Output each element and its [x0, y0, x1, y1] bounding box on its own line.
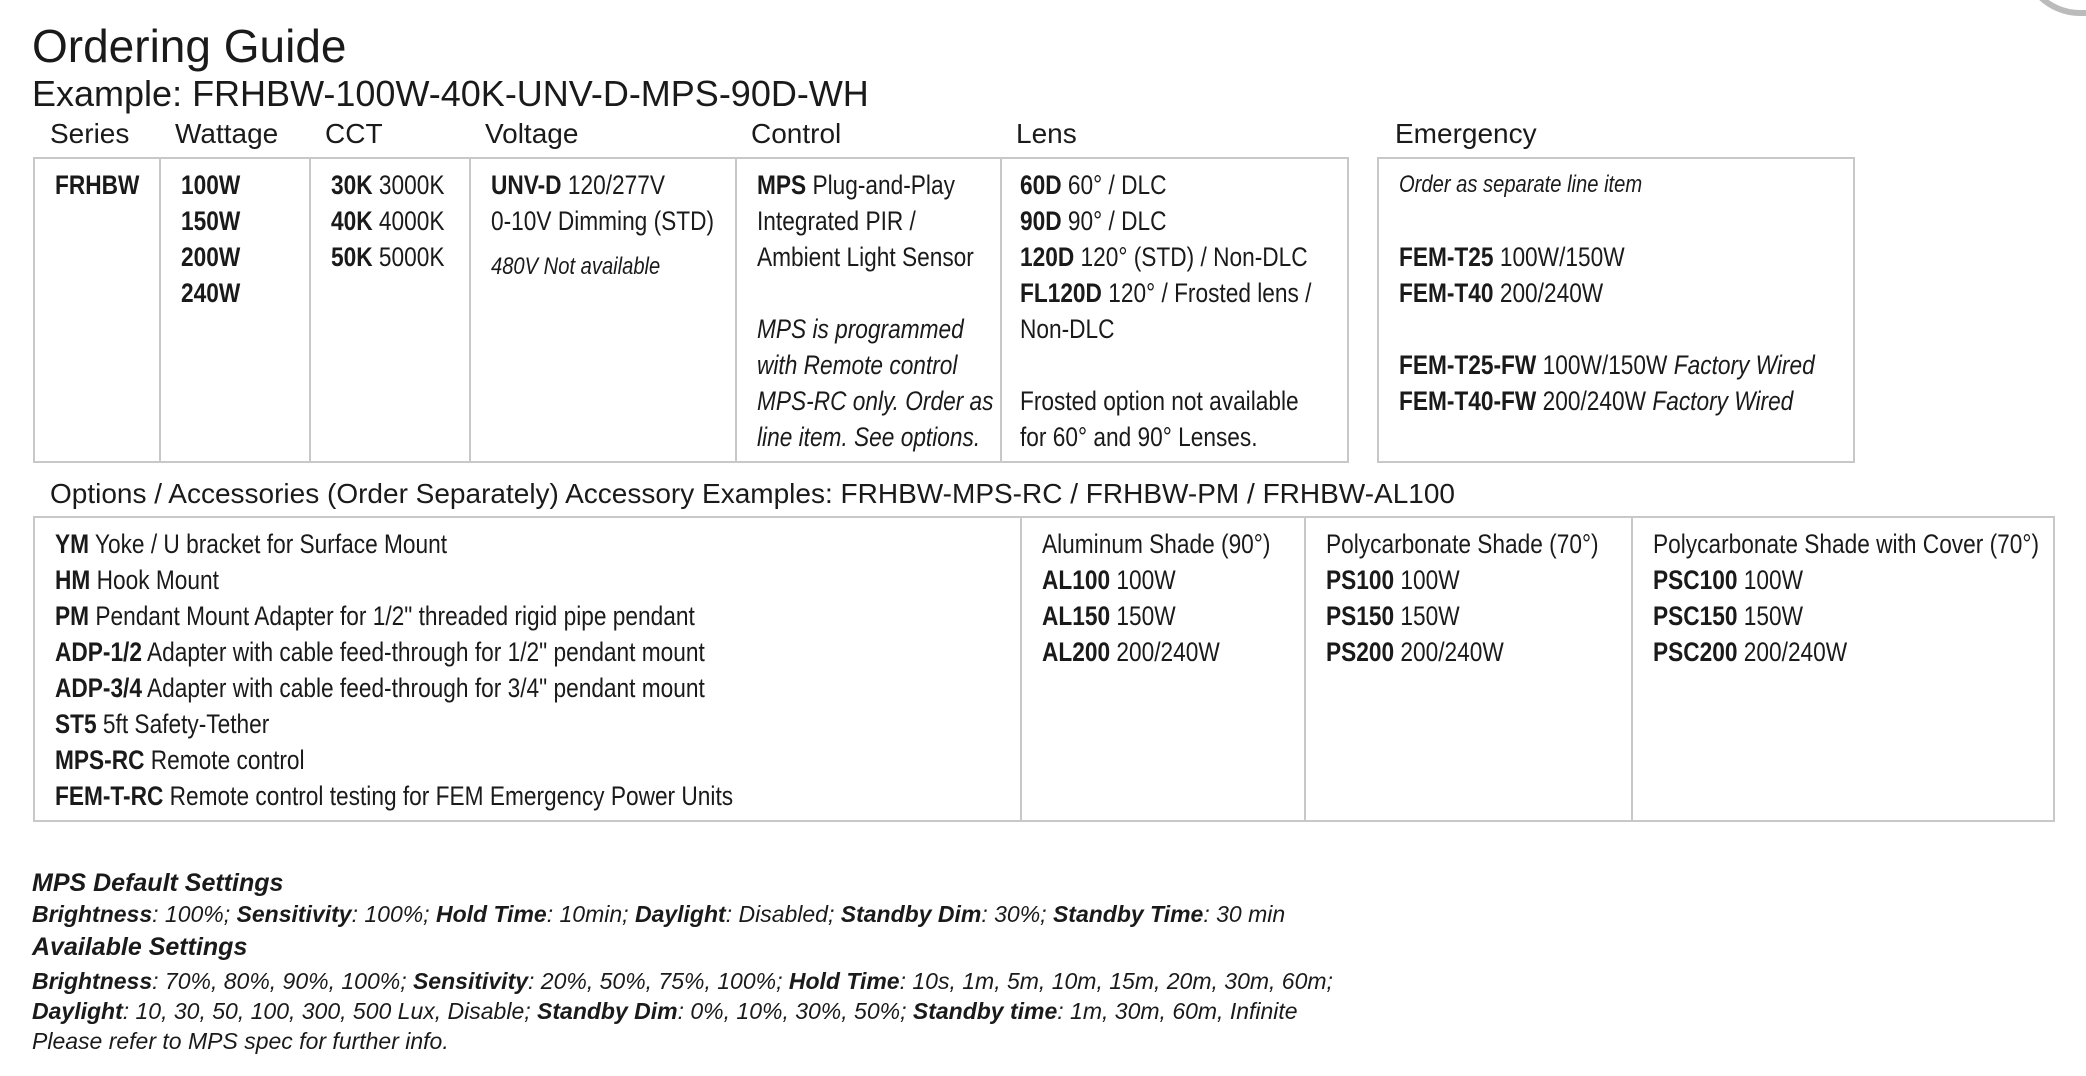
wattage-item: 100W [181, 170, 241, 200]
option-desc: Yoke / U bracket for Surface Mount [94, 529, 448, 559]
option-desc: Adapter with cable feed-through for 1/2" pendant mount [147, 637, 705, 667]
shade-code: PS150 [1326, 601, 1395, 631]
control-desc-line3: Ambient Light Sensor [757, 242, 974, 272]
cct-code: 50K [331, 242, 373, 272]
voltage-note: 480V Not available [491, 253, 661, 280]
mps-available-line [32, 996, 1298, 1026]
cct-desc: 4000K [378, 206, 445, 236]
options-header: Options / Accessories (Order Separately) Accessory Examples: FRHBW-MPS-RC / FRHBW-PM / FRHBW-AL100 [50, 478, 1456, 509]
shade-code: AL150 [1042, 601, 1111, 631]
setting-value: : 30%; [981, 901, 1053, 927]
control-note-line: MPS is programmed [757, 314, 964, 344]
option-desc: Pendant Mount Adapter for 1/2" threaded rigid pipe pendant [95, 601, 695, 631]
option-code: MPS-RC [55, 745, 145, 775]
setting-key: Brightness [32, 968, 153, 994]
setting-value: : 0%, 10%, 30%, 50%; [677, 998, 913, 1024]
emergency-code: FEM-T25 [1399, 242, 1494, 272]
header-series: Series [50, 118, 130, 149]
option-desc: 5ft Safety-Tether [102, 709, 270, 739]
cct-desc: 3000K [378, 170, 445, 200]
voltage-cell [471, 159, 737, 461]
lens-note-line: for 60° and 90° Lenses. [1020, 422, 1258, 452]
setting-key: Standby time [912, 998, 1058, 1024]
shade-desc: 100W [1116, 565, 1176, 595]
option-desc: Remote control [150, 745, 305, 775]
shade-desc: 150W [1743, 601, 1804, 631]
header-voltage: Voltage [485, 118, 579, 149]
shade-desc: 200/240W [1400, 637, 1504, 667]
option-desc: Adapter with cable feed-through for 3/4" pendant mount [147, 673, 705, 703]
mps-default-line [32, 899, 1285, 929]
mps-available-title: Available Settings [32, 933, 248, 961]
option-code: FEM-T-RC [55, 781, 164, 811]
mps-default-title: MPS Default Settings [32, 869, 284, 897]
setting-value: : 1m, 30m, 60m, Infinite [1057, 998, 1298, 1024]
control-code: MPS [757, 170, 807, 200]
setting-key: Standby Time [1052, 901, 1204, 927]
lens-cell [1002, 159, 1349, 461]
lens-desc: 120° (STD) / Non-DLC [1080, 242, 1308, 272]
setting-value: : 10s, 1m, 5m, 10m, 15m, 20m, 30m, 60m; [899, 968, 1333, 994]
emergency-extra: Factory Wired [1652, 386, 1794, 416]
example-code: Example: FRHBW-100W-40K-UNV-D-MPS-90D-WH [32, 73, 869, 114]
setting-key: Brightness [32, 901, 153, 927]
lens-code: 90D [1020, 206, 1062, 236]
shade-desc: 100W [1400, 565, 1460, 595]
emergency-desc: 200/240W [1499, 278, 1604, 308]
series-code: FRHBW [55, 170, 140, 200]
control-note-line: line item. See options. [757, 422, 981, 452]
polycarbonate-shade-title: Polycarbonate Shade (70°) [1326, 529, 1599, 559]
lens-desc: 60° / DLC [1067, 170, 1167, 200]
setting-value: : 100%; [351, 901, 436, 927]
cct-cell [311, 159, 471, 461]
option-code: ST5 [55, 709, 97, 739]
control-desc-line2: Integrated PIR / [757, 206, 916, 236]
emergency-code: FEM-T25-FW [1399, 350, 1537, 380]
corner-decoration [2020, 0, 2086, 16]
emergency-extra: Factory Wired [1673, 350, 1815, 380]
series-cell [35, 159, 161, 461]
shade-code: AL200 [1042, 637, 1111, 667]
lens-code: 60D [1020, 170, 1062, 200]
wattage-cell [161, 159, 311, 461]
voltage-dimming: 0-10V Dimming (STD) [491, 206, 715, 236]
page-title: Ordering Guide [32, 20, 347, 72]
header-cct: CCT [325, 118, 383, 149]
wattage-item: 200W [181, 242, 241, 272]
header-control: Control [751, 118, 842, 149]
header-emergency: Emergency [1395, 118, 1537, 149]
voltage-desc: 120/277V [567, 170, 665, 200]
cct-code: 40K [331, 206, 373, 236]
header-lens: Lens [1016, 118, 1077, 149]
setting-value: : 100%; [152, 901, 237, 927]
cct-code: 30K [331, 170, 373, 200]
control-note-line: with Remote control [757, 350, 958, 380]
option-code: ADP-1/2 [55, 637, 142, 667]
lens-desc: 120° / Frosted lens / [1108, 278, 1312, 308]
aluminum-shade-cell [1022, 518, 1306, 820]
emergency-desc: 100W/150W [1542, 350, 1668, 380]
emergency-desc: 200/240W [1542, 386, 1647, 416]
setting-key: Daylight [634, 901, 726, 927]
wattage-item: 240W [181, 278, 241, 308]
options-cell [35, 518, 1022, 820]
setting-value: : 10min; [546, 901, 635, 927]
header-wattage: Wattage [175, 118, 279, 149]
setting-key: Standby Dim [840, 901, 982, 927]
emergency-note: Order as separate line item [1399, 171, 1643, 198]
shade-code: AL100 [1042, 565, 1111, 595]
voltage-code: UNV-D [491, 170, 562, 200]
shade-desc: 200/240W [1743, 637, 1848, 667]
option-code: PM [55, 601, 90, 631]
setting-key: Sensitivity [412, 968, 529, 994]
shade-code: PS200 [1326, 637, 1395, 667]
control-desc: Plug-and-Play [812, 170, 955, 200]
setting-value: : Disabled; [725, 901, 841, 927]
setting-key: Hold Time [435, 901, 547, 927]
emergency-code: FEM-T40 [1399, 278, 1494, 308]
shade-code: PS100 [1326, 565, 1395, 595]
emergency-table [1377, 157, 1855, 463]
shade-code: PSC150 [1653, 601, 1738, 631]
setting-value: : 30 min [1203, 901, 1286, 927]
shade-desc: 150W [1116, 601, 1176, 631]
emergency-code: FEM-T40-FW [1399, 386, 1537, 416]
setting-value: : 20%, 50%, 75%, 100%; [528, 968, 789, 994]
mps-available-line [32, 966, 1333, 996]
setting-value: : 70%, 80%, 90%, 100%; [152, 968, 413, 994]
setting-key: Standby Dim [537, 998, 678, 1024]
option-code: HM [55, 565, 91, 595]
setting-key: Daylight [32, 998, 123, 1024]
polycarbonate-cover-shade-title: Polycarbonate Shade with Cover (70°) [1653, 529, 2040, 559]
setting-value: : 10, 30, 50, 100, 300, 500 Lux, Disable; [122, 998, 538, 1024]
shade-code: PSC100 [1653, 565, 1738, 595]
control-cell [737, 159, 1002, 461]
polycarbonate-cover-shade-cell [1633, 518, 2053, 820]
lens-desc: 90° / DLC [1067, 206, 1167, 236]
polycarbonate-shade-cell [1306, 518, 1633, 820]
option-code: YM [55, 529, 90, 559]
ordering-table [33, 157, 1349, 463]
control-note-line: MPS-RC only. Order as [757, 386, 994, 416]
shade-code: PSC200 [1653, 637, 1738, 667]
lens-code: FL120D [1020, 278, 1102, 308]
options-table [33, 516, 2055, 822]
cct-desc: 5000K [378, 242, 445, 272]
option-desc: Hook Mount [96, 565, 219, 595]
option-desc: Remote control testing for FEM Emergency Power Units [169, 781, 734, 811]
setting-key: Sensitivity [236, 901, 352, 927]
wattage-item: 150W [181, 206, 241, 236]
lens-note-line: Frosted option not available [1020, 386, 1299, 416]
option-code: ADP-3/4 [55, 673, 142, 703]
shade-desc: 150W [1400, 601, 1460, 631]
mps-footer: Please refer to MPS spec for further info. [32, 1028, 449, 1054]
lens-desc-cont: Non-DLC [1020, 314, 1115, 344]
shade-desc: 200/240W [1116, 637, 1220, 667]
aluminum-shade-title: Aluminum Shade (90°) [1042, 529, 1271, 559]
setting-key: Hold Time [788, 968, 900, 994]
lens-code: 120D [1020, 242, 1075, 272]
emergency-desc: 100W/150W [1499, 242, 1625, 272]
shade-desc: 100W [1743, 565, 1804, 595]
